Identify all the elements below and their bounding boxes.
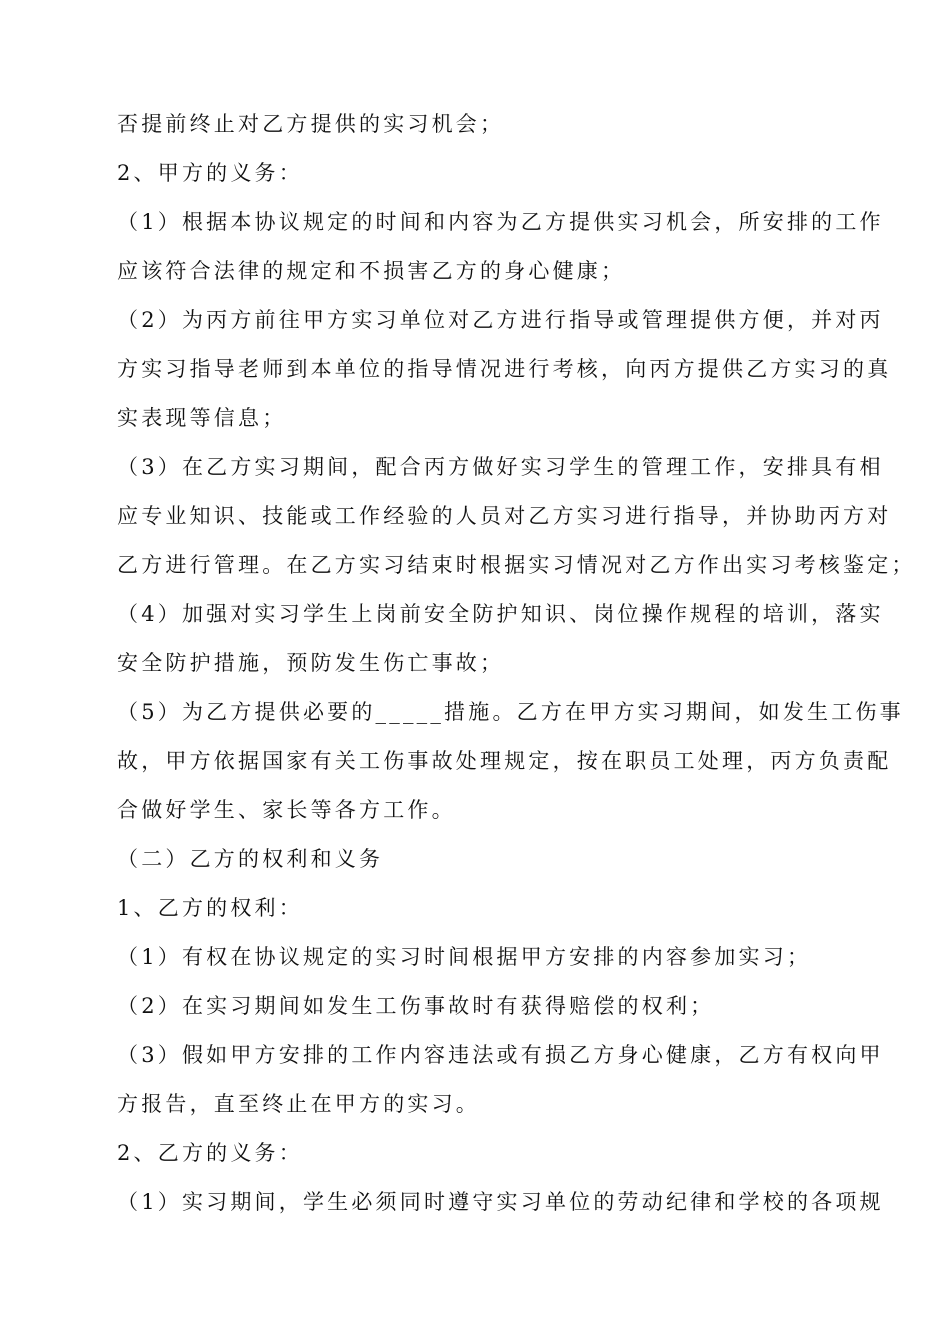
text-line: （3）在乙方实习期间，配合丙方做好实习学生的管理工作，安排具有相 xyxy=(117,455,884,479)
text-line: 安全防护措施，预防发生伤亡事故； xyxy=(117,651,505,675)
section-heading: 2、甲方的义务： xyxy=(117,161,303,185)
text-line: 实表现等信息； xyxy=(117,406,287,430)
section-heading: 2、乙方的义务： xyxy=(117,1141,303,1165)
text-line: （1）根据本协议规定的时间和内容为乙方提供实习机会，所安排的工作 xyxy=(117,210,884,234)
text-line: （5）为乙方提供必要的_____措施。乙方在甲方实习期间，如发生工伤事 xyxy=(117,700,904,724)
text-line: （3）假如甲方安排的工作内容违法或有损乙方身心健康，乙方有权向甲 xyxy=(117,1043,884,1067)
text-line: 合做好学生、家长等各方工作。 xyxy=(117,798,456,822)
text-line: 乙方进行管理。在乙方实习结束时根据实习情况对乙方作出实习考核鉴定； xyxy=(117,553,916,577)
text-line: 应该符合法律的规定和不损害乙方的身心健康； xyxy=(117,259,626,283)
text-line: 应专业知识、技能或工作经验的人员对乙方实习进行指导，并协助丙方对 xyxy=(117,504,892,528)
text-line: （1）有权在协议规定的实习时间根据甲方安排的内容参加实习； xyxy=(117,945,812,969)
text-line: （2）为丙方前往甲方实习单位对乙方进行指导或管理提供方便，并对丙 xyxy=(117,308,884,332)
text-line: 故，甲方依据国家有关工伤事故处理规定，按在职员工处理，丙方负责配 xyxy=(117,749,892,773)
text-line: 否提前终止对乙方提供的实习机会； xyxy=(117,112,505,136)
document-body xyxy=(117,100,916,1227)
text-line: （1）实习期间，学生必须同时遵守实习单位的劳动纪律和学校的各项规 xyxy=(117,1190,884,1214)
section-heading: 1、乙方的权利： xyxy=(117,896,303,920)
text-line: 方实习指导老师到本单位的指导情况进行考核，向丙方提供乙方实习的真 xyxy=(117,357,892,381)
text-line: （4）加强对实习学生上岗前安全防护知识、岗位操作规程的培训，落实 xyxy=(117,602,884,626)
text-line: （2）在实习期间如发生工伤事故时有获得赔偿的权利； xyxy=(117,994,715,1018)
section-heading: （二）乙方的权利和义务 xyxy=(117,847,384,871)
text-line: 方报告，直至终止在甲方的实习。 xyxy=(117,1092,480,1116)
